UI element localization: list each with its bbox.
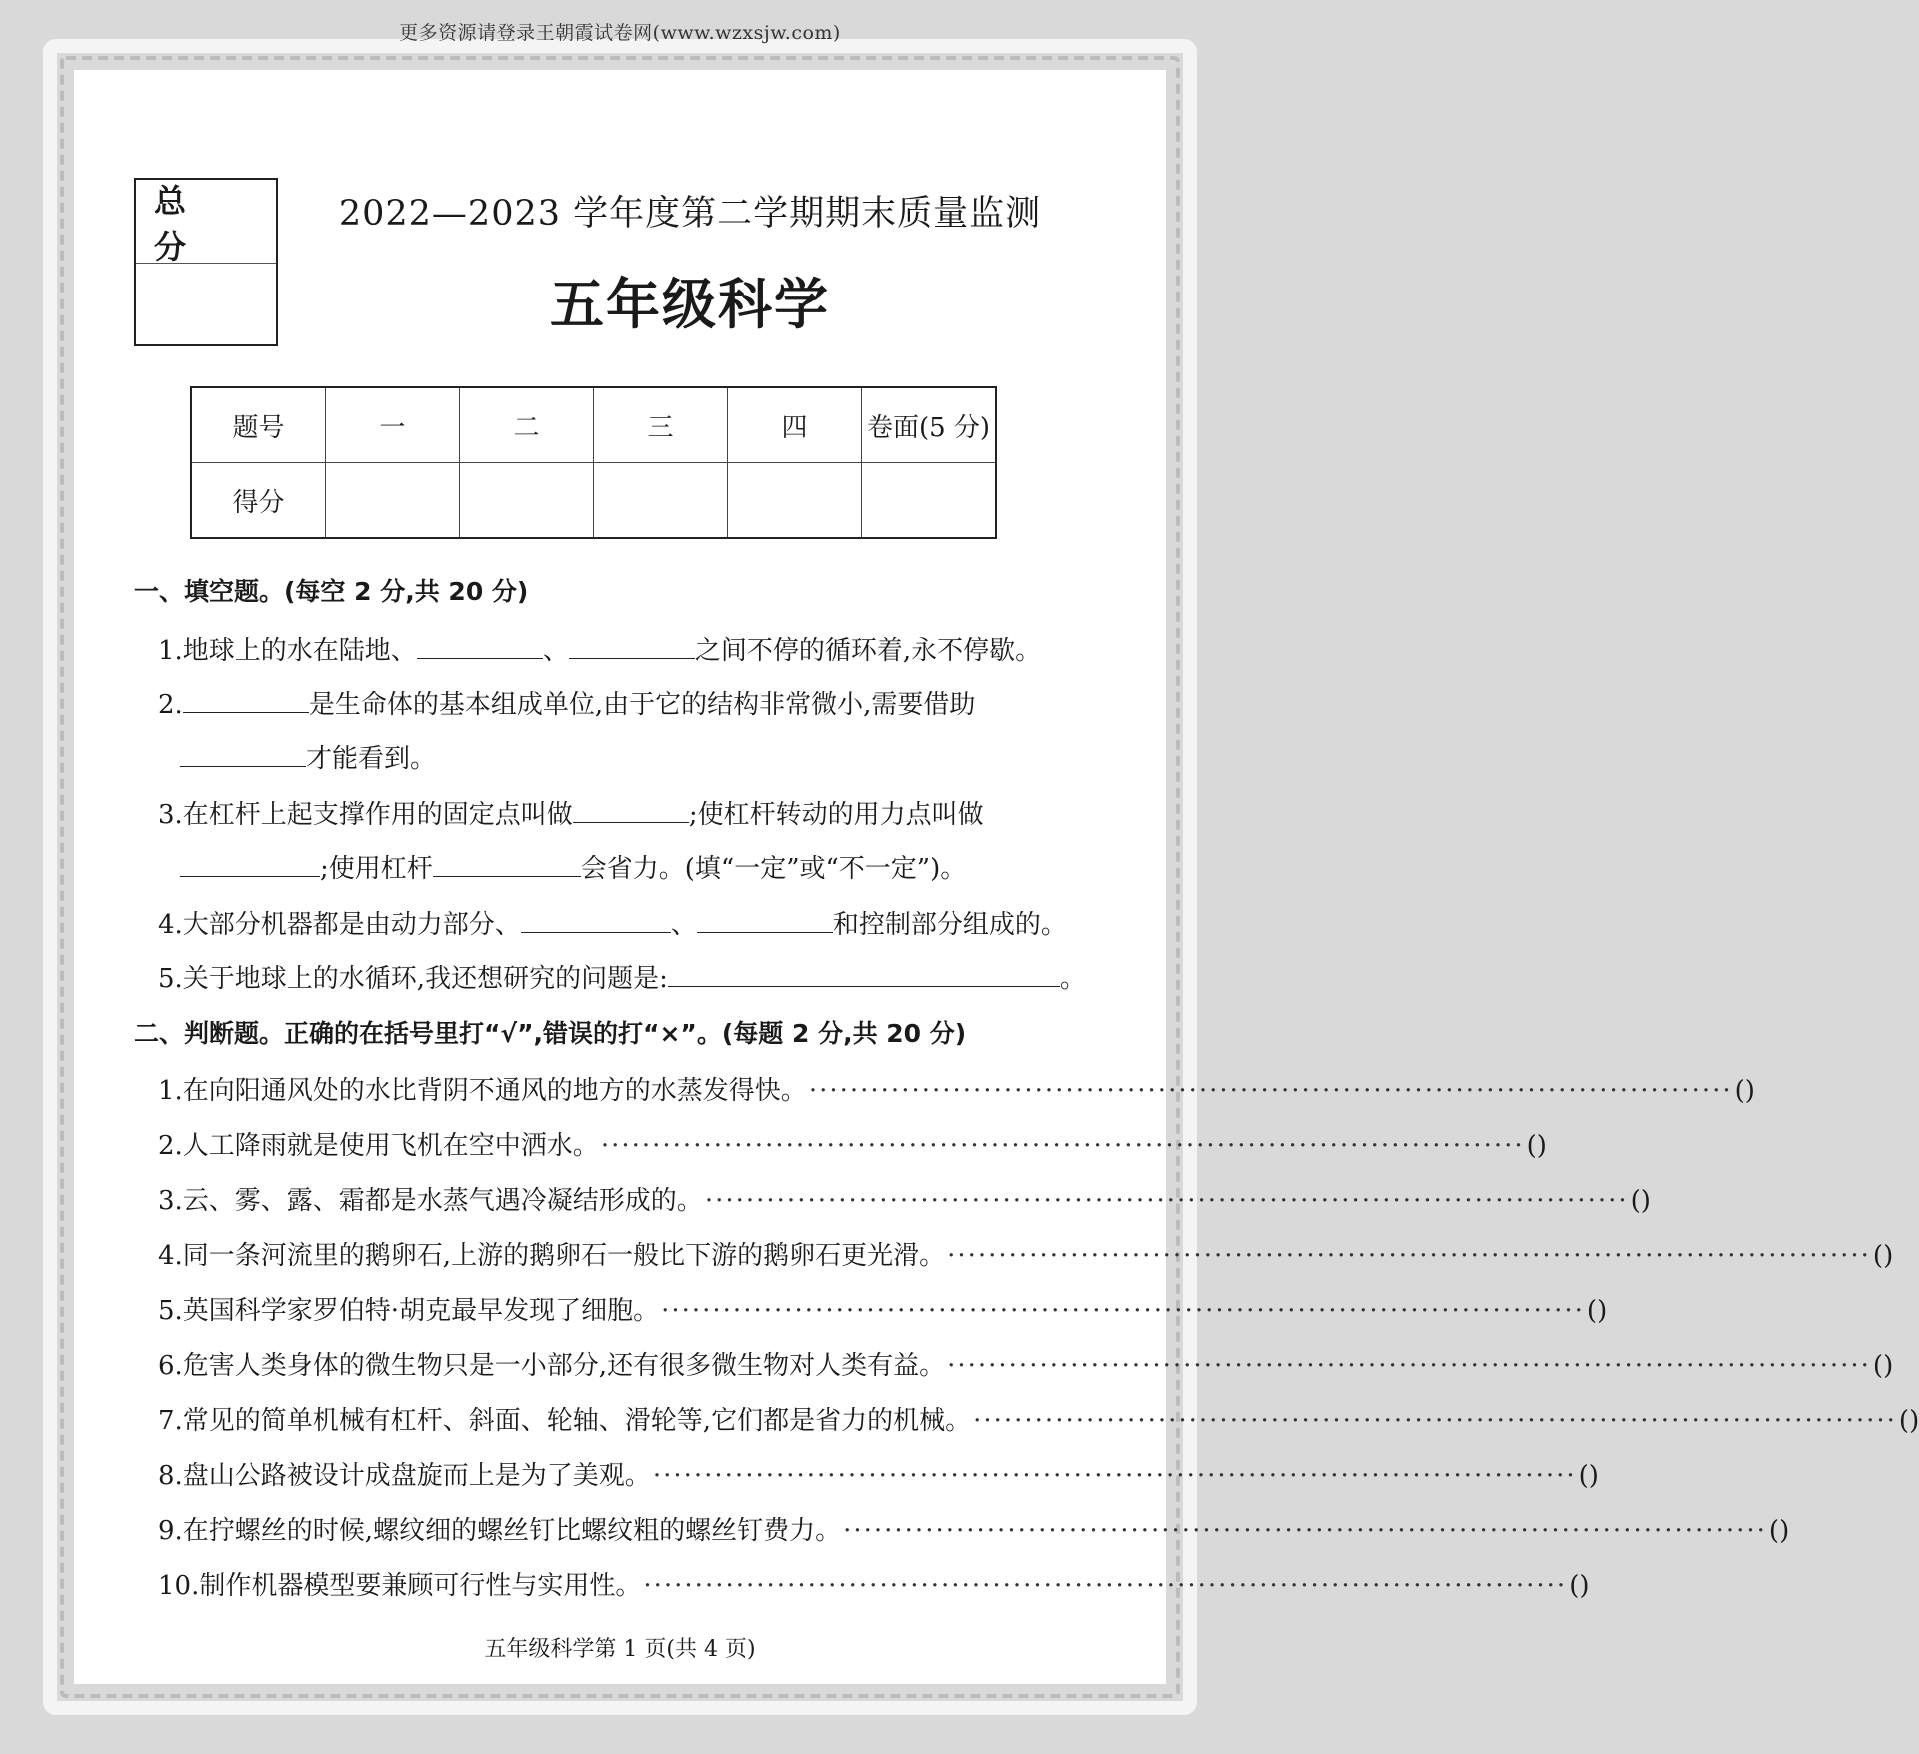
score-table-score-row xyxy=(191,463,996,539)
q2-text-b: 是生命体的基本组成单位,由于它的结构非常微小,需要借助 xyxy=(308,690,976,720)
q5-text-a: 5.关于地球上的水循环,我还想研究的问题是: xyxy=(158,964,668,994)
q4-blank-2[interactable] xyxy=(697,910,833,933)
q4-text-a: 4.大部分机器都是由动力部分、 xyxy=(158,910,521,940)
q1-text-a: 1.地球上的水在陆地、 xyxy=(158,636,417,666)
total-score-box xyxy=(134,178,278,346)
answer-paren[interactable]: ( ) xyxy=(1569,1571,1590,1601)
judge-item-text: 6.危害人类身体的微生物只是一小部分,还有很多微生物对人类有益。 xyxy=(158,1351,946,1381)
judge-item xyxy=(158,1125,1547,1162)
q1-text-c: 之间不停的循环着,永不停歇。 xyxy=(694,636,1042,666)
q1-text-b: 、 xyxy=(542,636,569,666)
leader-dots: ·························································································· xyxy=(947,1241,1871,1271)
answer-paren[interactable]: ( ) xyxy=(1586,1296,1608,1326)
section1-title: 一、填空题。(每空 2 分,共 20 分) xyxy=(134,577,529,606)
judge-item xyxy=(158,1290,1608,1327)
fill-question-3-cont xyxy=(180,848,966,885)
judge-item xyxy=(158,1235,1894,1272)
judge-item xyxy=(158,1070,1755,1107)
answer-paren[interactable]: ( ) xyxy=(1734,1076,1755,1106)
score-row-label: 得分 xyxy=(191,463,326,539)
judge-item-text: 3.云、雾、露、霜都是水蒸气遇冷凝结形成的。 xyxy=(158,1186,703,1216)
q3-text-c: ;使用杠杆 xyxy=(320,854,433,884)
fill-question-4 xyxy=(158,904,1067,941)
answer-paren[interactable]: ( ) xyxy=(1578,1461,1599,1491)
fill-question-5 xyxy=(158,958,1086,995)
leader-dots: ·························································································· xyxy=(600,1131,1525,1161)
score-cell[interactable] xyxy=(862,463,997,539)
exam-title: 2022—2023 学年度第二学期期末质量监测 xyxy=(338,194,1042,234)
score-table-header: 卷面(5 分) xyxy=(862,387,997,463)
score-table xyxy=(190,386,997,539)
judge-item-text: 10.制作机器模型要兼顾可行性与实用性。 xyxy=(158,1571,642,1601)
score-table-header: 题号 xyxy=(191,387,326,463)
score-table-header: 二 xyxy=(460,387,594,463)
q4-blank-1[interactable] xyxy=(521,910,671,933)
judge-item-text: 5.英国科学家罗伯特·胡克最早发现了细胞。 xyxy=(158,1296,660,1326)
score-table-header: 一 xyxy=(326,387,460,463)
fill-question-1 xyxy=(158,630,1041,667)
leader-dots: ·························································································· xyxy=(843,1516,1767,1546)
q2-blank-2[interactable] xyxy=(180,744,306,767)
q2-blank-1[interactable] xyxy=(183,690,309,713)
fill-question-3 xyxy=(158,794,984,831)
score-table-header: 三 xyxy=(594,387,728,463)
judge-item xyxy=(158,1180,1651,1217)
judge-item xyxy=(158,1510,1790,1547)
answer-paren[interactable]: ( ) xyxy=(1526,1131,1547,1161)
answer-paren[interactable]: ( ) xyxy=(1872,1241,1894,1271)
fill-question-2-cont xyxy=(180,738,436,775)
q4-text-c: 和控制部分组成的。 xyxy=(832,910,1067,940)
q3-text-b: ;使杠杆转动的用力点叫做 xyxy=(688,800,984,830)
q3-blank-1[interactable] xyxy=(573,800,689,823)
subject-title: 五年级科学 xyxy=(550,273,830,336)
q5-text-b: 。 xyxy=(1059,964,1086,994)
page-footer: 五年级科学第 1 页(共 4 页) xyxy=(484,1637,756,1662)
leader-dots: ·························································································· xyxy=(704,1186,1629,1216)
judge-item-text: 9.在拧螺丝的时候,螺纹细的螺丝钉比螺纹粗的螺丝钉费力。 xyxy=(158,1516,842,1546)
q4-text-b: 、 xyxy=(670,910,697,940)
leader-dots: ·························································································· xyxy=(808,1076,1733,1106)
leader-dots: ·························································································· xyxy=(643,1571,1568,1601)
score-cell[interactable] xyxy=(594,463,728,539)
score-table-header-row xyxy=(191,387,996,463)
q3-text-d: 会省力。(填“一定”或“不一定”)。 xyxy=(580,854,967,884)
answer-paren[interactable]: ( ) xyxy=(1872,1351,1894,1381)
score-cell[interactable] xyxy=(728,463,862,539)
leader-dots: ·························································································· xyxy=(661,1296,1585,1326)
q1-blank-2[interactable] xyxy=(569,636,695,659)
score-cell[interactable] xyxy=(326,463,460,539)
q2-text-a: 2. xyxy=(158,690,183,720)
judge-item-text: 8.盘山公路被设计成盘旋而上是为了美观。 xyxy=(158,1461,651,1491)
judge-item-text: 2.人工降雨就是使用飞机在空中洒水。 xyxy=(158,1131,599,1161)
section2-title: 二、判断题。正确的在括号里打“√”,错误的打“×”。(每题 2 分,共 20 分) xyxy=(134,1019,967,1048)
judge-item-text: 1.在向阳通风处的水比背阴不通风的地方的水蒸发得快。 xyxy=(158,1076,807,1106)
q3-blank-2[interactable] xyxy=(180,854,320,877)
fill-question-2 xyxy=(158,684,975,721)
answer-paren[interactable]: ( ) xyxy=(1898,1406,1919,1436)
leader-dots: ·························································································· xyxy=(973,1406,1897,1436)
q5-blank-1[interactable] xyxy=(668,964,1060,987)
score-table-header: 四 xyxy=(728,387,862,463)
judge-item-text: 7.常见的简单机械有杠杆、斜面、轮轴、滑轮等,它们都是省力的机械。 xyxy=(158,1406,972,1436)
leader-dots: ·························································································· xyxy=(947,1351,1871,1381)
q2-text-c: 才能看到。 xyxy=(306,744,437,774)
q3-text-a: 3.在杠杆上起支撑作用的固定点叫做 xyxy=(158,800,573,830)
q3-blank-3[interactable] xyxy=(433,854,581,877)
leader-dots: ·························································································· xyxy=(652,1461,1577,1491)
answer-paren[interactable]: ( ) xyxy=(1768,1516,1790,1546)
total-score-label: 总 分 xyxy=(136,180,276,264)
judge-item xyxy=(158,1345,1894,1382)
judge-item-text: 4.同一条河流里的鹅卵石,上游的鹅卵石一般比下游的鹅卵石更光滑。 xyxy=(158,1241,946,1271)
answer-paren[interactable]: ( ) xyxy=(1630,1186,1651,1216)
q1-blank-1[interactable] xyxy=(417,636,543,659)
watermark: 更多资源请登录王朝霞试卷网(www.wzxsjw.com) xyxy=(399,22,841,44)
judge-item xyxy=(158,1565,1590,1602)
total-score-field[interactable] xyxy=(136,264,276,344)
judge-item xyxy=(158,1455,1599,1492)
judge-item xyxy=(158,1400,1919,1437)
score-cell[interactable] xyxy=(460,463,594,539)
